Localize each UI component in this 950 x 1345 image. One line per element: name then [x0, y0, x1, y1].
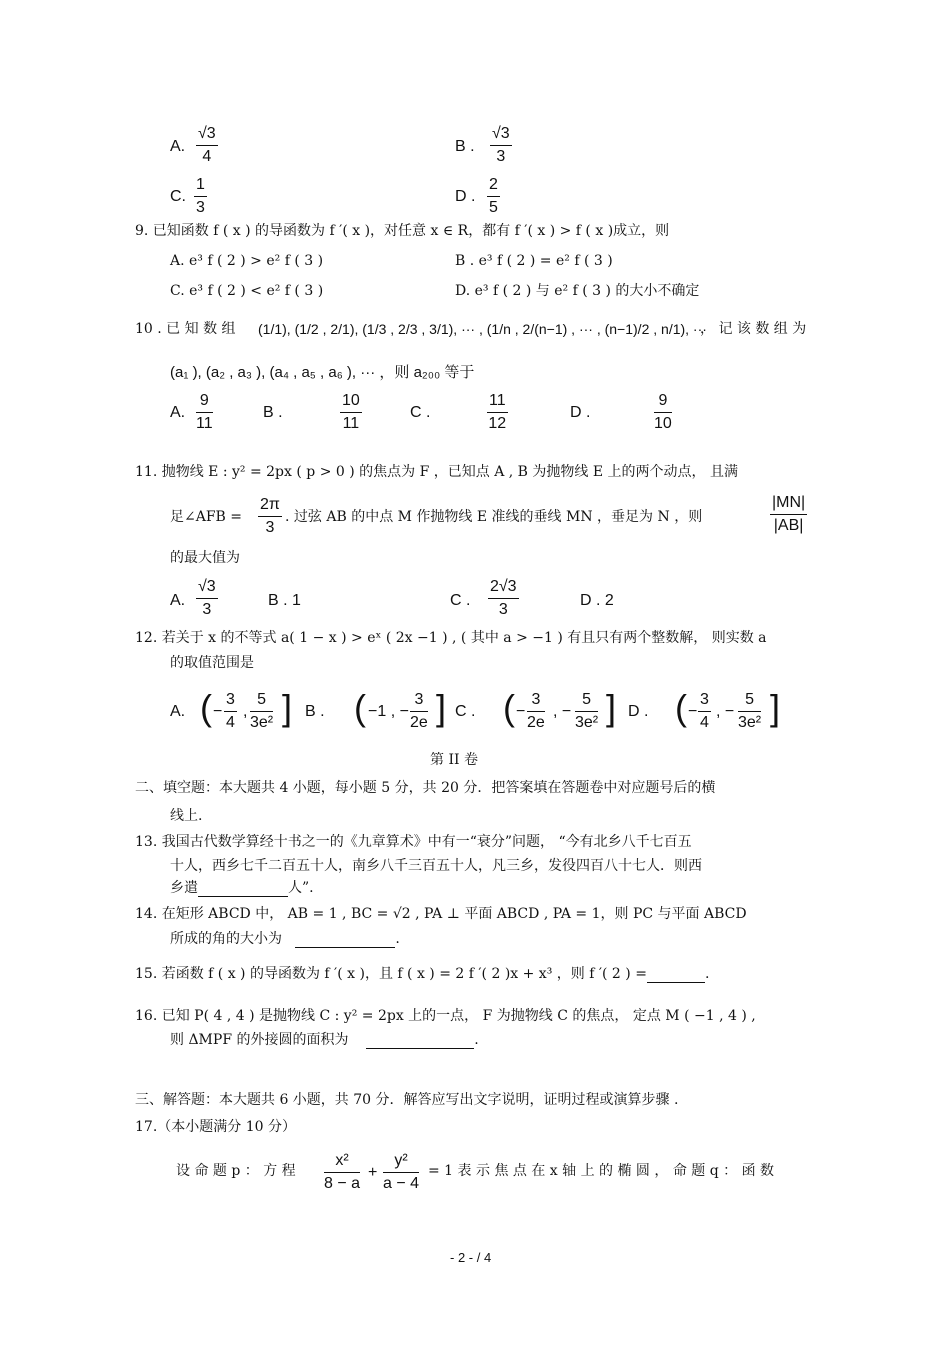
q16-line2: 则 ΔMPF 的外接圆的面积为 . [170, 1032, 479, 1048]
q11-line1: 11. 抛物线 E : y² = 2px ( p > 0 ) 的焦点为 F ，已知点 A , B 为抛物线 E 上的两个动点， 且满 [135, 464, 738, 480]
q10-option-a-label: A. [170, 404, 186, 421]
section2-title: 第 II 卷 [430, 752, 478, 768]
q12-option-a-open-bracket: ( [200, 687, 212, 728]
q12-option-c-sep: , − [553, 703, 572, 720]
q11-line3: 的最大值为 [170, 550, 240, 566]
q17-plus: + [368, 1164, 378, 1181]
q17-fraction-x: $\frac{\text{x²}}{8 - a}$ [324, 1152, 361, 1192]
q13-answer-blank[interactable] [198, 882, 288, 897]
q10-groups: (1/1), (1/2 , 2/1), (1/3 , 2/3 , 3/1), ··· , (1/n , 2/(n−1) , ··· , (n−1)/2 , n/1), ··· [258, 321, 707, 337]
q12-option-b-open-bracket: ( [354, 687, 366, 728]
q12-option-a-minus: − [213, 703, 223, 720]
q15-line: 15. 若函数 f ( x ) 的导函数为 f ′( x )，且 f ( x ) = 2 f ′( 2 )x + x³ ，则 f ′( 2 ) = . [135, 966, 710, 982]
q8-option-a-label: A. [170, 138, 186, 155]
section2-header: 二、填空题：本大题共 4 小题，每小题 5 分，共 20 分．把答案填在答题卷中对应题号后的横 [135, 780, 716, 796]
q11-option-b: B . 1 [268, 592, 301, 609]
q17-fraction-y: $\frac{\text{y²}}{a - 4}$ [383, 1152, 420, 1192]
q12-line2: 的取值范围是 [170, 655, 254, 671]
q8-option-b-label: B . [455, 138, 475, 155]
q17-post: = 1 表 示 焦 点 在 x 轴 上 的 椭 圆 ， 命 题 q ： 函 数 [428, 1163, 775, 1179]
q10-line2: (a₁ ), (a₂ , a₃ ), (a₄ , a₅ , a₆ ), ··· ，则 a₂₀₀ 等于 [170, 364, 475, 381]
section2-header-cont: 线上. [170, 808, 203, 824]
q11-option-c-value: $\frac{2√3}{3}$ [490, 578, 517, 618]
q10-option-b-value: $\frac{10}{11}$ [342, 392, 360, 432]
q8-option-c-label: C. [170, 188, 186, 205]
q12-option-d-minus: − [688, 703, 698, 720]
q12-option-a-lower: $\frac{3}{4}$ [226, 691, 235, 731]
q9-option-a: A. e³ f ( 2 ) > e² f ( 3 ) [170, 253, 324, 269]
q12-option-d-close-bracket: ] [770, 687, 781, 728]
q15-answer-blank[interactable] [647, 968, 705, 983]
q12-option-d-sep: , − [716, 703, 735, 720]
q10-option-d-label: D . [570, 404, 591, 421]
q9-option-b: B . e³ f ( 2 ) = e² f ( 3 ) [455, 253, 613, 269]
q10-stem-suffix: ， 记 该 数 组 为 [700, 321, 807, 337]
q17-title: 17.（本小题满分 10 分） [135, 1119, 296, 1135]
q12-option-b-upper: $\frac{3}{2e}$ [410, 691, 428, 731]
q12-option-a-close-bracket: ] [282, 687, 293, 728]
q10-option-c-value: $\frac{11}{12}$ [488, 392, 507, 432]
q12-line1: 12. 若关于 x 的不等式 a( 1 − x ) > eˣ ( 2x −1 ) , ( 其中 a > −1 ) 有且只有两个整数解， 则实数 a [135, 630, 767, 646]
q8-option-d-label: D . [455, 188, 476, 205]
q12-option-d-upper: $\frac{5}{\text{3e²}}$ [738, 691, 762, 731]
q13-line3: 乡遣 人”. [170, 880, 314, 896]
q12-option-c-minus: − [516, 703, 526, 720]
q12-option-a-label: A. [170, 703, 186, 720]
q17-pre: 设 命 题 p ： 方 程 [176, 1163, 296, 1179]
q11-ratio: $\frac{|MN|}{|AB|}$ [772, 494, 806, 534]
q13-line1: 13. 我国古代数学算经十书之一的《九章算术》中有一“衰分”问题， “今有北乡八千七百五 [135, 834, 692, 850]
q14-answer-blank[interactable] [295, 933, 395, 948]
q12-option-d-open-bracket: ( [675, 687, 687, 728]
q13-line2: 十人，西乡七千二百五十人，南乡八千三百五十人，凡三乡，发役四百八十七人．则西 [170, 858, 702, 874]
q12-option-b-label: B . [305, 703, 325, 720]
q12-option-c-close-bracket: ] [606, 687, 617, 728]
q8-option-d-value: $\frac{2}{5}$ [489, 176, 498, 216]
q11-line2-post: . 过弦 AB 的中点 M 作抛物线 E 准线的垂线 MN ，垂足为 N ，则 [285, 509, 703, 525]
q10-option-b-label: B . [263, 404, 283, 421]
q16-line1: 16. 已知 P( 4 , 4 ) 是抛物线 C : y² = 2px 上的一点， F 为抛物线 C 的焦点， 定点 M ( −1 , 4 ) , [135, 1008, 756, 1024]
q10-option-d-value: $\frac{9}{10}$ [654, 392, 672, 432]
q12-option-d-label: D . [628, 703, 649, 720]
q12-option-c-upper: $\frac{5}{\text{3e²}}$ [575, 691, 599, 731]
q14-line1: 14. 在矩形 ABCD 中， AB = 1 , BC = √2 , PA ⊥ 平面 ABCD , PA = 1，则 PC 与平面 ABCD [135, 906, 747, 922]
q10-option-c-label: C . [410, 404, 431, 421]
q11-option-a-label: A. [170, 592, 186, 609]
q10-option-a-value: $\frac{9}{11}$ [196, 392, 213, 432]
q12-option-c-open-bracket: ( [503, 687, 515, 728]
q11-option-c-label: C . [450, 592, 471, 609]
q12-option-d-lower: $\frac{3}{4}$ [700, 691, 709, 731]
page-footer: - 2 - / 4 [450, 1250, 492, 1265]
q12-option-c-lower: $\frac{3}{2e}$ [527, 691, 545, 731]
q9-option-d: D. e³ f ( 2 ) 与 e² f ( 3 ) 的大小不确定 [455, 283, 700, 299]
q12-option-a-upper: $\frac{5}{\text{3e²}}$ [250, 691, 274, 731]
q9-option-c: C. e³ f ( 2 ) < e² f ( 3 ) [170, 283, 324, 299]
q16-answer-blank[interactable] [366, 1034, 474, 1049]
q10-stem-prefix: 10 . 已 知 数 组 [135, 321, 236, 337]
q14-line2: 所成的角的大小为 . [170, 931, 400, 947]
q12-option-b-close-bracket: ] [436, 687, 447, 728]
q9-stem: 9. 已知函数 f ( x ) 的导函数为 f ′( x )，对任意 x ∈ R，都有 f ′( x ) > f ( x )成立，则 [135, 223, 670, 239]
section3-header: 三、解答题：本大题共 6 小题，共 70 分．解答应写出文字说明，证明过程或演算步骤 . [135, 1092, 679, 1108]
q11-line2-pre: 足∠AFB = [170, 509, 243, 525]
q8-option-c-value: $\frac{1}{3}$ [196, 176, 205, 216]
q11-option-d: D . 2 [580, 592, 614, 609]
q8-option-a-value: $\frac{√3}{4}$ [198, 125, 216, 165]
q12-option-c-label: C . [455, 703, 476, 720]
q11-option-a-value: $\frac{√3}{3}$ [198, 578, 216, 618]
q12-option-b-lower: −1 , − [368, 703, 409, 720]
q12-option-a-comma: , [243, 703, 248, 720]
q11-angle: $\frac{2\pi}{3}$ [260, 496, 280, 536]
q8-option-b-value: $\frac{√3}{3}$ [492, 125, 510, 165]
